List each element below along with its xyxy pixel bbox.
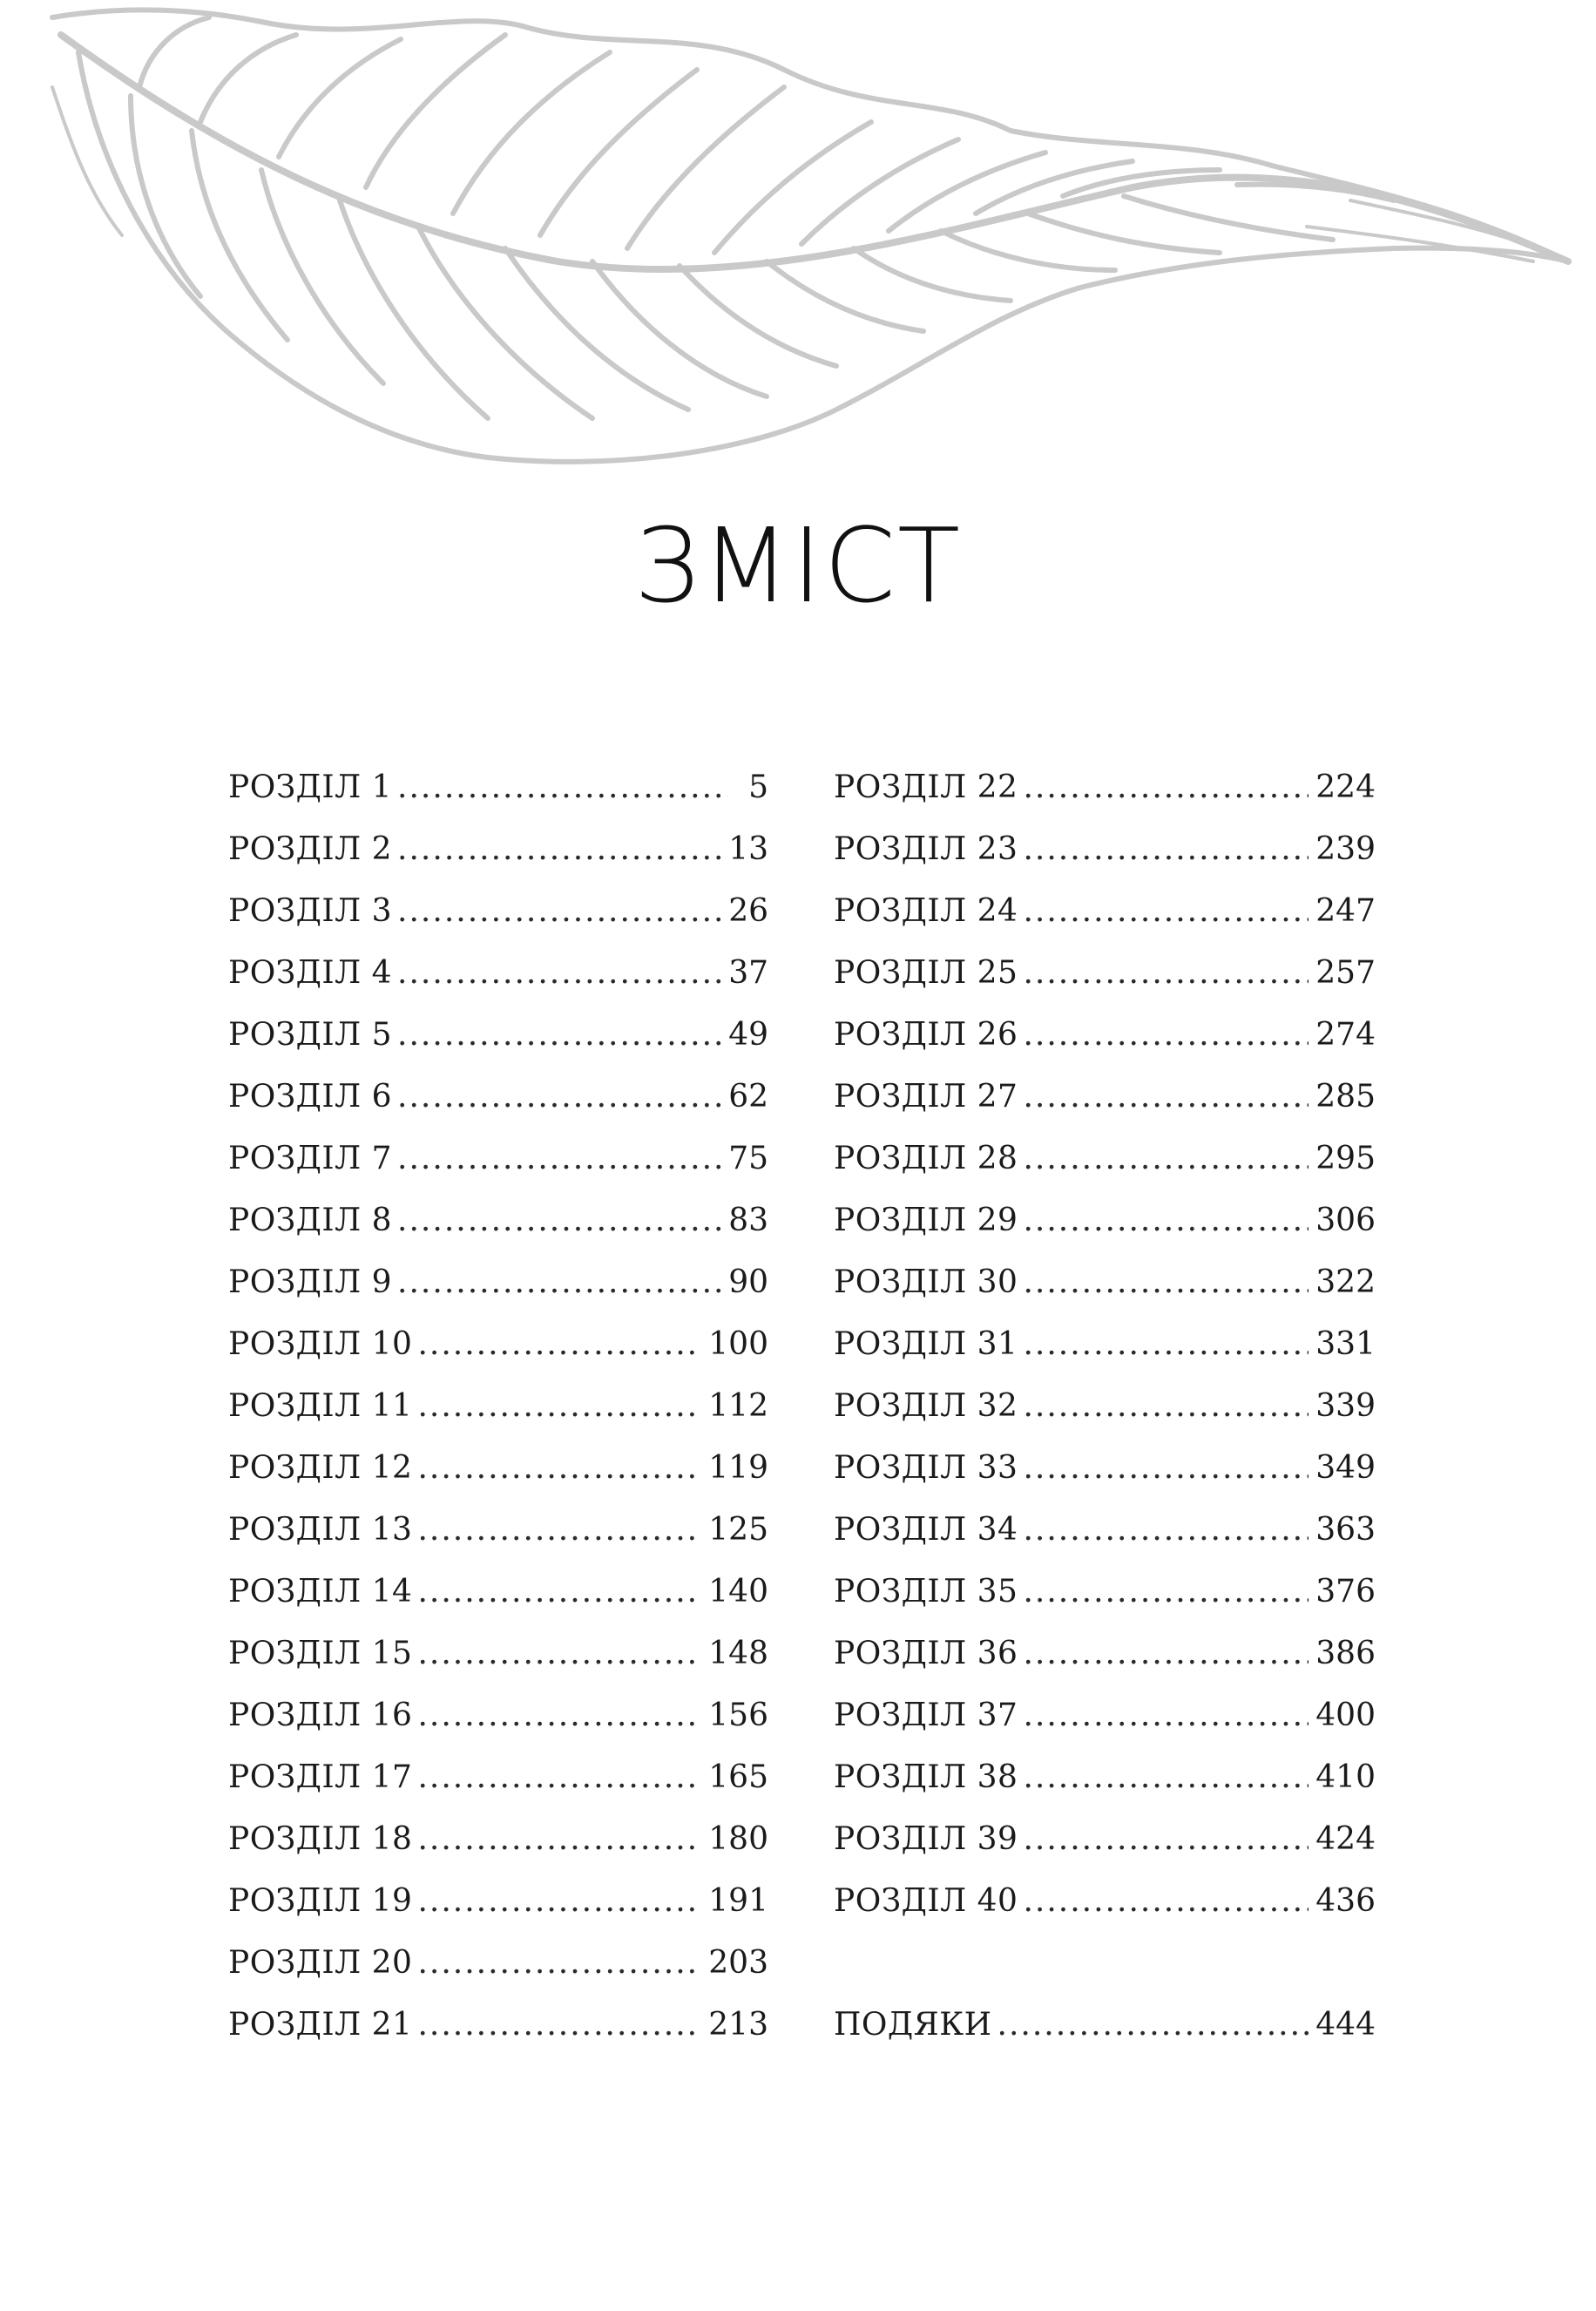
toc-entry-label: РОЗДІЛ 15: [228, 1636, 413, 1671]
toc-entry[interactable]: [834, 1437, 1376, 1499]
toc-entry-page-number: 156: [708, 1698, 768, 1733]
toc-entry-page-number: 140: [708, 1574, 768, 1610]
toc-entry[interactable]: [834, 818, 1376, 880]
toc-entry-label: РОЗДІЛ 13: [228, 1512, 413, 1548]
toc-entry[interactable]: [228, 756, 768, 818]
toc-entry-page-number: 239: [1315, 831, 1376, 867]
dot-leader: [1023, 1437, 1309, 1499]
toc-entry[interactable]: [834, 1623, 1376, 1684]
toc-entry[interactable]: [228, 1066, 768, 1128]
toc-entry-page-number: 295: [1315, 1141, 1376, 1176]
toc-entry-label: РОЗДІЛ 32: [834, 1388, 1018, 1424]
toc-entry[interactable]: [834, 1870, 1376, 1932]
toc-entry-page-number: 37: [728, 955, 768, 991]
toc-entry-label: РОЗДІЛ 24: [834, 893, 1018, 929]
toc-entry-label: РОЗДІЛ 29: [834, 1203, 1018, 1238]
toc-entry-label: РОЗДІЛ 8: [228, 1203, 393, 1238]
toc-entry-page-number: 224: [1315, 769, 1376, 805]
toc-entry-label: РОЗДІЛ 10: [228, 1326, 413, 1362]
toc-entry-label: РОЗДІЛ 39: [834, 1821, 1018, 1857]
toc-entry-page-number: 148: [708, 1636, 768, 1671]
dot-leader: [397, 1189, 721, 1251]
toc-entry-page-number: 83: [728, 1203, 768, 1238]
toc-entry[interactable]: [228, 1746, 768, 1808]
dot-leader: [1023, 1251, 1309, 1313]
toc-entry-label: РОЗДІЛ 20: [228, 1945, 413, 1981]
toc-entry[interactable]: [228, 1870, 768, 1932]
toc-entry-label: РОЗДІЛ 14: [228, 1574, 413, 1610]
toc-entry[interactable]: [834, 1189, 1376, 1251]
dot-leader: [998, 1994, 1309, 2056]
toc-entry-label: РОЗДІЛ 21: [228, 2007, 413, 2043]
toc-entry-label: РОЗДІЛ 35: [834, 1574, 1018, 1610]
toc-entry[interactable]: [228, 880, 768, 942]
toc-entry-page-number: 165: [708, 1759, 768, 1795]
toc-entry[interactable]: [834, 1375, 1376, 1437]
dot-leader: [397, 942, 721, 1004]
toc-entry-page-number: 410: [1315, 1759, 1376, 1795]
toc-entry-label: РОЗДІЛ 1: [228, 769, 393, 805]
toc-entry-page-number: 444: [1315, 2007, 1376, 2043]
toc-entry-page-number: 180: [708, 1821, 768, 1857]
dot-leader: [417, 1870, 701, 1932]
toc-entry-label: РОЗДІЛ 27: [834, 1079, 1018, 1115]
toc-entry-label: РОЗДІЛ 11: [228, 1388, 413, 1424]
toc-entry-label: РОЗДІЛ 34: [834, 1512, 1018, 1548]
dot-leader: [1023, 1128, 1309, 1189]
page-title: ЗМІСТ: [633, 505, 963, 626]
toc-entry[interactable]: [228, 1375, 768, 1437]
toc-entry-page-number: 5: [748, 769, 768, 805]
toc-entry[interactable]: [228, 1128, 768, 1189]
dot-leader: [417, 1375, 701, 1437]
toc-entry-label: РОЗДІЛ 28: [834, 1141, 1018, 1176]
dot-leader: [397, 1066, 721, 1128]
toc-entry[interactable]: [834, 1066, 1376, 1128]
toc-entry-label: РОЗДІЛ 33: [834, 1450, 1018, 1486]
toc-entry-label: РОЗДІЛ 37: [834, 1698, 1018, 1733]
toc-entry[interactable]: [228, 1932, 768, 1994]
toc-entry-label: РОЗДІЛ 16: [228, 1698, 413, 1733]
toc-entry[interactable]: [228, 1004, 768, 1066]
toc-entry[interactable]: [228, 818, 768, 880]
toc-entry-page-number: 112: [708, 1388, 768, 1424]
toc-entry-page-number: 119: [708, 1450, 768, 1486]
toc-entry-label: РОЗДІЛ 19: [228, 1883, 413, 1919]
toc-entry-page-number: 13: [728, 831, 768, 867]
toc-entry-label: РОЗДІЛ 31: [834, 1326, 1018, 1362]
toc-entry-page-number: 191: [708, 1883, 768, 1919]
toc-entry-page-number: 125: [708, 1512, 768, 1548]
toc-entry-page-number: 363: [1315, 1512, 1376, 1548]
toc-entry-page-number: 213: [708, 2007, 768, 2043]
toc-entry-label: РОЗДІЛ 26: [834, 1017, 1018, 1053]
toc-entry[interactable]: [228, 1437, 768, 1499]
toc-entry-label: РОЗДІЛ 6: [228, 1079, 393, 1115]
toc-spacer: [834, 1932, 1376, 1994]
dot-leader: [417, 1808, 701, 1870]
dot-leader: [1023, 1870, 1309, 1932]
toc-entry[interactable]: [834, 1128, 1376, 1189]
toc-entry-page-number: 306: [1315, 1203, 1376, 1238]
dot-leader: [417, 1561, 701, 1623]
toc-entry-label: РОЗДІЛ 40: [834, 1883, 1018, 1919]
toc-entry[interactable]: [228, 1499, 768, 1561]
toc-entry[interactable]: [228, 1189, 768, 1251]
toc-entry[interactable]: [834, 1251, 1376, 1313]
toc-entry-label: РОЗДІЛ 5: [228, 1017, 393, 1053]
toc-entry[interactable]: [834, 880, 1376, 942]
toc-entry-page-number: 386: [1315, 1636, 1376, 1671]
toc-entry[interactable]: [834, 942, 1376, 1004]
toc-entry[interactable]: [834, 1561, 1376, 1623]
dot-leader: [1023, 1066, 1309, 1128]
toc-entry-label: ПОДЯКИ: [834, 2007, 992, 2043]
dot-leader: [397, 880, 721, 942]
toc-entry-label: РОЗДІЛ 36: [834, 1636, 1018, 1671]
toc-entry-label: РОЗДІЛ 18: [228, 1821, 413, 1857]
toc-entry-page-number: 203: [708, 1945, 768, 1981]
dot-leader: [417, 1746, 701, 1808]
toc-entry-page-number: 285: [1315, 1079, 1376, 1115]
dot-leader: [1023, 1004, 1309, 1066]
toc-entry-label: РОЗДІЛ 25: [834, 955, 1018, 991]
toc-entry-label: РОЗДІЛ 7: [228, 1141, 393, 1176]
dot-leader: [1023, 818, 1309, 880]
toc-entry-page-number: 274: [1315, 1017, 1376, 1053]
dot-leader: [397, 1004, 721, 1066]
dot-leader: [417, 1437, 701, 1499]
dot-leader: [397, 1251, 721, 1313]
toc-entry[interactable]: [228, 1313, 768, 1375]
toc-entry-page-number: 90: [728, 1264, 768, 1300]
toc-entry[interactable]: [834, 1746, 1376, 1808]
toc-entry-acknowledgements[interactable]: [834, 1994, 1376, 2056]
toc-entry[interactable]: [228, 1684, 768, 1746]
toc-entry-label: РОЗДІЛ 38: [834, 1759, 1018, 1795]
dot-leader: [1023, 1623, 1309, 1684]
dot-leader: [417, 1499, 701, 1561]
dot-leader: [417, 1623, 701, 1684]
toc-entry-page-number: 247: [1315, 893, 1376, 929]
dot-leader: [417, 1313, 701, 1375]
toc-entry-label: РОЗДІЛ 3: [228, 893, 393, 929]
toc-entry[interactable]: [228, 1251, 768, 1313]
dot-leader: [1023, 756, 1309, 818]
dot-leader: [1023, 1561, 1309, 1623]
toc-entry-page-number: 331: [1315, 1326, 1376, 1362]
dot-leader: [417, 1932, 701, 1994]
toc-entry[interactable]: [834, 756, 1376, 818]
toc-entry-page-number: 376: [1315, 1574, 1376, 1610]
toc-entry-page-number: 49: [728, 1017, 768, 1053]
dot-leader: [397, 1128, 721, 1189]
toc-entry-label: РОЗДІЛ 23: [834, 831, 1018, 867]
toc-entry[interactable]: [834, 1004, 1376, 1066]
dot-leader: [1023, 1313, 1309, 1375]
dot-leader: [1023, 942, 1309, 1004]
toc-entry-page-number: 400: [1315, 1698, 1376, 1733]
dot-leader: [1023, 1499, 1309, 1561]
dot-leader: [1023, 1808, 1309, 1870]
dot-leader: [417, 1994, 701, 2056]
dot-leader: [1023, 1189, 1309, 1251]
toc-entry[interactable]: [228, 1808, 768, 1870]
toc-entry-label: РОЗДІЛ 9: [228, 1264, 393, 1300]
dot-leader: [1023, 880, 1309, 942]
toc-column-left: [228, 756, 768, 2056]
toc-entry[interactable]: [834, 1808, 1376, 1870]
feather-illustration: [0, 0, 1596, 488]
toc-entry-page-number: 26: [728, 893, 768, 929]
toc-entry[interactable]: [834, 1684, 1376, 1746]
toc-entry-page-number: 424: [1315, 1821, 1376, 1857]
toc-entry-page-number: 436: [1315, 1883, 1376, 1919]
toc-entry-label: РОЗДІЛ 2: [228, 831, 393, 867]
toc-entry[interactable]: [834, 1499, 1376, 1561]
toc-entry-label: РОЗДІЛ 22: [834, 769, 1018, 805]
toc-entry-page-number: 349: [1315, 1450, 1376, 1486]
dot-leader: [417, 1684, 701, 1746]
toc-entry-page-number: 75: [728, 1141, 768, 1176]
toc-entry[interactable]: [834, 1313, 1376, 1375]
toc-entry[interactable]: [228, 1623, 768, 1684]
dot-leader: [397, 818, 721, 880]
toc-entry-page-number: 257: [1315, 955, 1376, 991]
toc-entry-label: РОЗДІЛ 17: [228, 1759, 413, 1795]
toc-entry-page-number: 339: [1315, 1388, 1376, 1424]
toc-entry-label: РОЗДІЛ 30: [834, 1264, 1018, 1300]
toc-entry[interactable]: [228, 942, 768, 1004]
toc-entry-page-number: 322: [1315, 1264, 1376, 1300]
toc-entry[interactable]: [228, 1994, 768, 2056]
toc-entry-page-number: 100: [708, 1326, 768, 1362]
dot-leader: [1023, 1375, 1309, 1437]
toc-entry-label: РОЗДІЛ 4: [228, 955, 393, 991]
dot-leader: [1023, 1746, 1309, 1808]
toc-column-right: [834, 756, 1376, 2056]
toc-entry-label: РОЗДІЛ 12: [228, 1450, 413, 1486]
dot-leader: [397, 756, 728, 818]
dot-leader: [1023, 1684, 1309, 1746]
toc-entry-page-number: 62: [728, 1079, 768, 1115]
toc-entry[interactable]: [228, 1561, 768, 1623]
